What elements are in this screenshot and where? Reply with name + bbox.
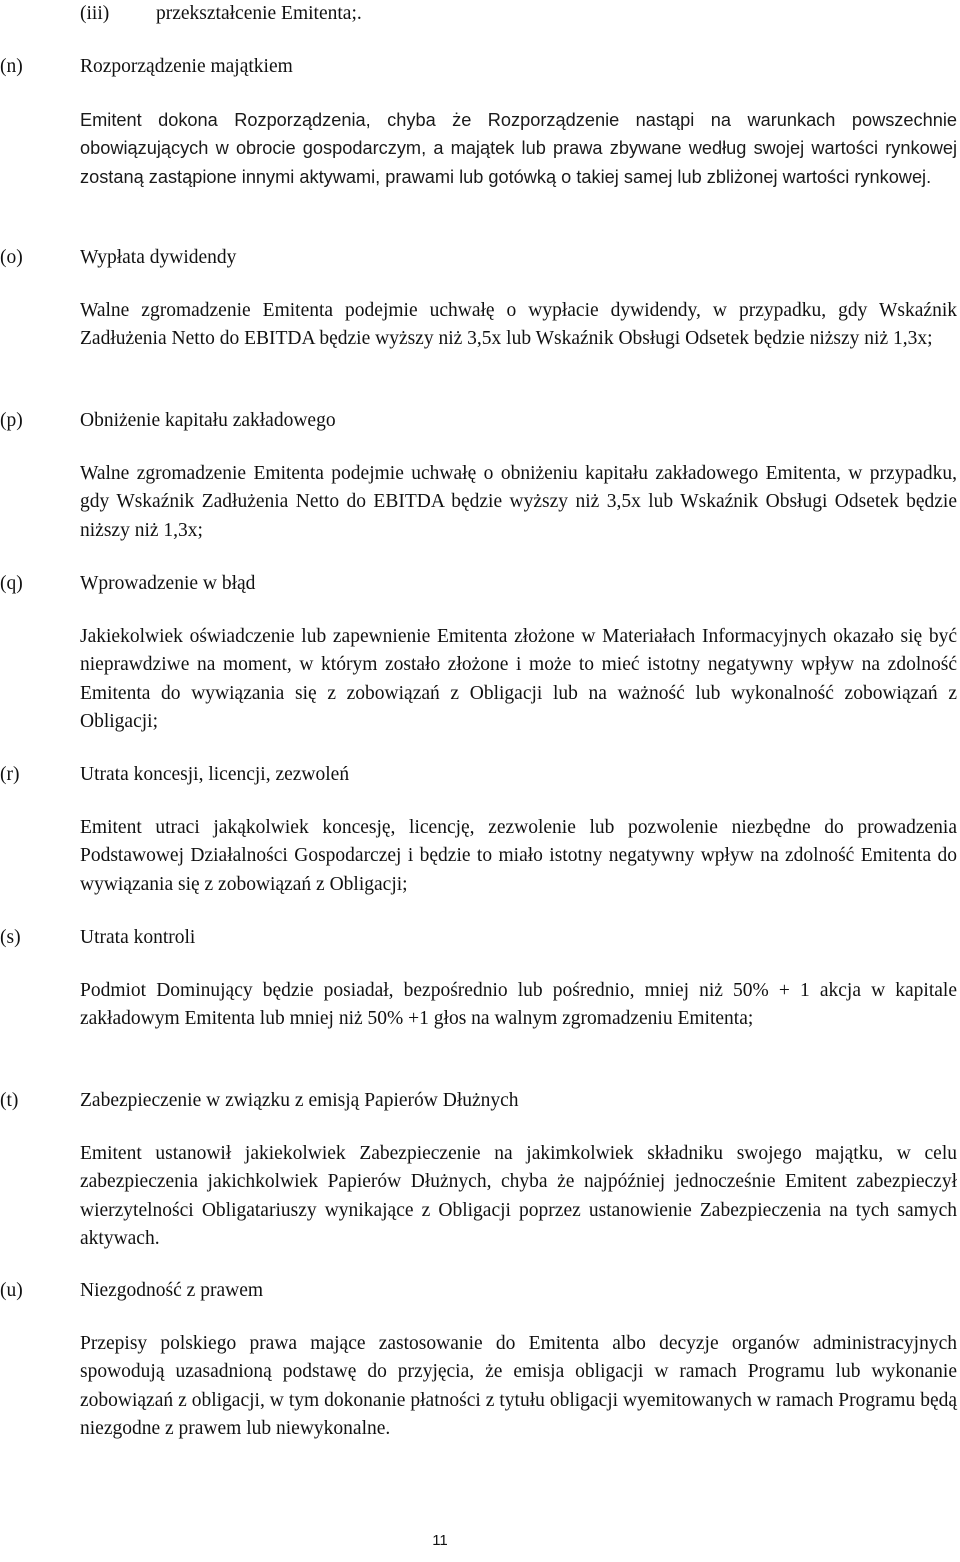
section-body-p: Walne zgromadzenie Emitenta podejmie uchwałę o obniżeniu kapitału zakładowego Emitenta, w przypadku, gdy Wskaźnik Zadłużenia Netto do EBITDA będzie wyższy niż 3,5x lub Wskaźnik Obsługi Odsetek będzie niższy niż 1,3x;	[80, 463, 957, 541]
list-item-marker: (iii)	[80, 3, 110, 24]
section-body-o: Walne zgromadzenie Emitenta podejmie uchwałę o wypłacie dywidendy, w przypadku, gdy Wskaźnik Zadłużenia Netto do EBITDA będzie wyższy niż 3,5x lub Wskaźnik Obsługi Odsetek będzie niższy niż 1,3x;	[80, 300, 957, 350]
section-marker-s: (s)	[0, 927, 21, 948]
section-heading-o: Wypłata dywidendy	[80, 247, 237, 268]
section-body-u: Przepisy polskiego prawa mające zastosowanie do Emitenta albo decyzje organów administracyjnych spowodują uzasadnioną podstawę do przyjęcia, że emisja obligacji w ramach Programu lub wykonanie zobowiązań z obligacji, w tym dokonanie płatności z tytułu obligacji wyemitowanych w ramach Programu będą niezgodne z prawem lub niewykonalne.	[80, 1333, 957, 1440]
section-heading-q: Wprowadzenie w błąd	[80, 573, 256, 594]
section-marker-q: (q)	[0, 573, 23, 594]
section-body-t: Emitent ustanowił jakiekolwiek Zabezpieczenie na jakimkolwiek składniku swojego majątku, w celu zabezpieczenia jakichkolwiek Papierów Dłużnych, chyba że najpóźniej jednocześnie Emitent zabezpieczył wierzytelności Obligatariuszy wynikające z Obligacji poprzez ustanowienie Zabezpieczenia na tych samych aktywach.	[80, 1143, 957, 1250]
section-marker-o: (o)	[0, 247, 23, 268]
section-body-q: Jakiekolwiek oświadczenie lub zapewnienie Emitenta złożone w Materiałach Informacyjnych okazało się być nieprawdziwe na moment, w którym zostało złożone i może to mieć istotny negatywny wpływ na zdolność Emitenta do wywiązania się z zobowiązań z Obligacji lub na ważność lub wykonalność zobowiązań z Obligacji;	[80, 626, 957, 733]
section-marker-u: (u)	[0, 1280, 23, 1301]
section-heading-p: Obniżenie kapitału zakładowego	[80, 410, 336, 431]
section-marker-n: (n)	[0, 56, 23, 77]
section-heading-t: Zabezpieczenie w związku z emisją Papierów Dłużnych	[80, 1090, 519, 1111]
list-item-text: przekształcenie Emitenta;.	[156, 3, 362, 24]
section-heading-u: Niezgodność z prawem	[80, 1280, 264, 1301]
section-marker-p: (p)	[0, 410, 23, 431]
section-heading-r: Utrata koncesji, licencji, zezwoleń	[80, 764, 350, 785]
section-body-n: Emitent dokona Rozporządzenia, chyba że Rozporządzenie nastąpi na warunkach powszechnie obowiązujących w obrocie gospodarczym, a majątek lub prawa zbywane według swojej wartości rynkowej zostaną zastąpione innymi aktywami, prawami lub gotówką o takiej samej lub zbliżonej wartości rynkowej.	[80, 110, 957, 187]
section-marker-r: (r)	[0, 764, 20, 785]
section-marker-t: (t)	[0, 1090, 19, 1111]
section-heading-s: Utrata kontroli	[80, 927, 196, 948]
section-heading-n: Rozporządzenie majątkiem	[80, 56, 293, 77]
section-body-r: Emitent utraci jakąkolwiek koncesję, licencję, zezwolenie lub pozwolenie niezbędne do prowadzenia Podstawowej Działalności Gospodarczej i będzie to miało istotny negatywny wpływ na zdolność Emitenta do wywiązania się z zobowiązań z Obligacji;	[80, 817, 957, 895]
section-body-s: Podmiot Dominujący będzie posiadał, bezpośrednio lub pośrednio, mniej niż 50% + 1 akcja w kapitale zakładowym Emitenta lub mniej niż 50% +1 głos na walnym zgromadzeniu Emitenta;	[80, 980, 957, 1030]
page-number: 11	[432, 1532, 448, 1549]
